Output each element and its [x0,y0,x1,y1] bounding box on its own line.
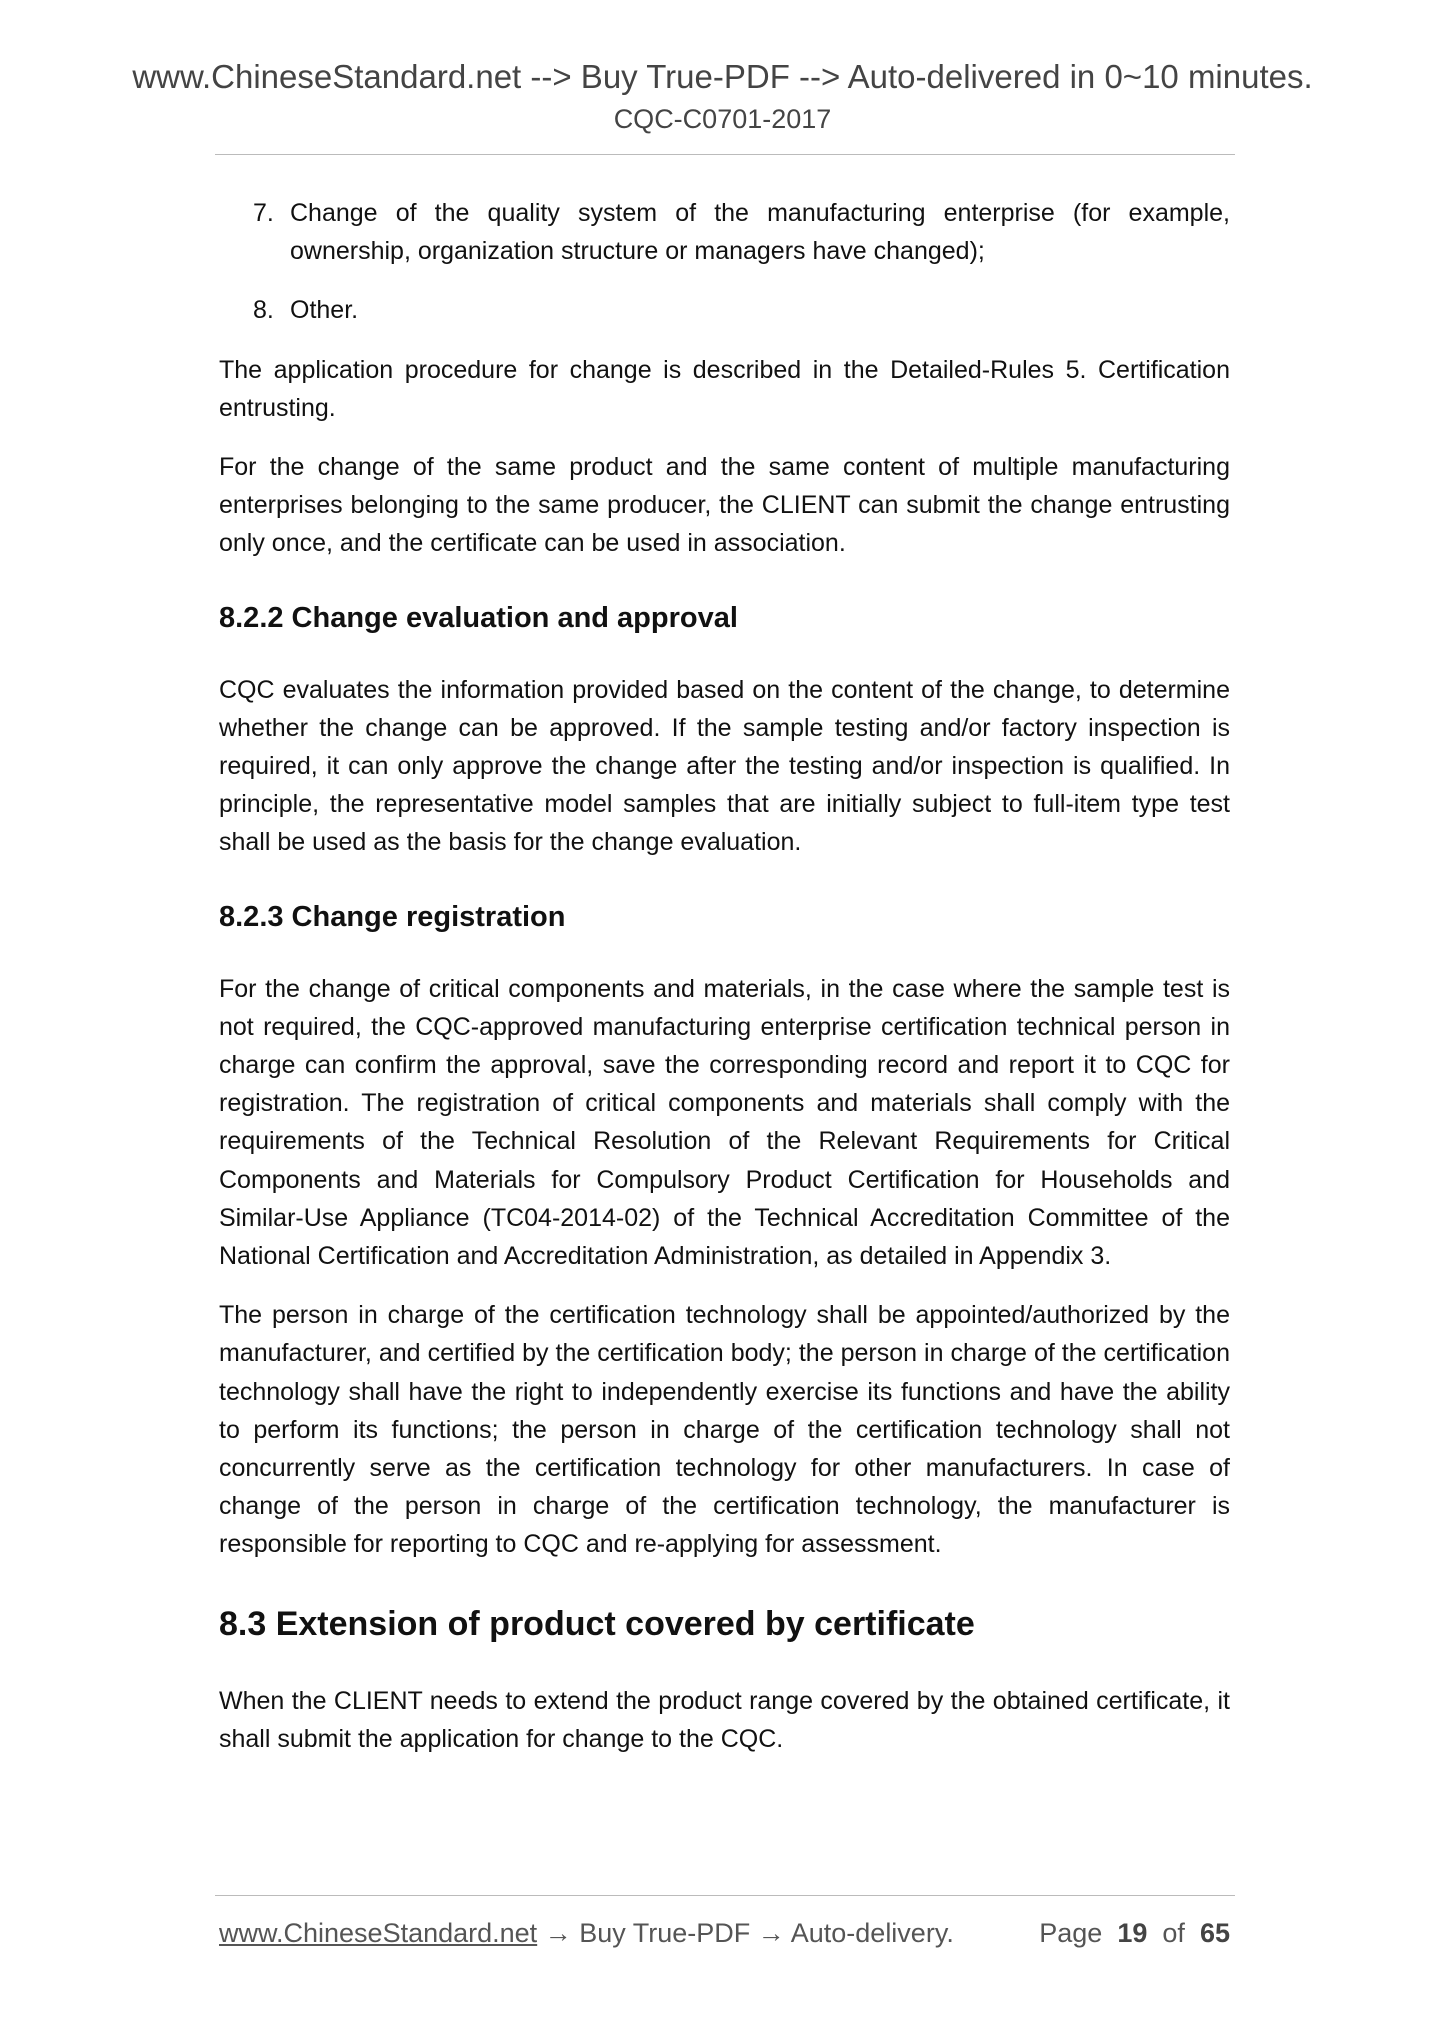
paragraph: The application procedure for change is described in the Detailed-Rules 5. Certification entrusting. [219,355,1230,422]
list-item [253,194,1230,270]
section-heading: 8.2.3 Change registration [219,900,566,933]
list-text: Change of the quality system of the manufacturing enterprise (for example, ownership, organization structure or managers have changed); [290,199,1230,266]
paragraph: The person in charge of the certification technology shall be appointed/authorized by the manufacturer, and certified by the certification body; the person in charge of the certification technology shall have the right to independently exercise its functions and have the ability to perform its functions; the person in charge of the certification technology shall not concurrently serve as the certification technology for other manufacturers. In case of change of the person in charge of the certification technology, the manufacturer is responsible for reporting to CQC and re-applying for assessment. [219,1301,1230,1559]
site-link[interactable]: www.ChineseStandard.net [219,1918,538,1948]
footer-trail: → Buy True-PDF → Auto-delivery. [537,1918,954,1948]
page-footer [219,1918,1230,1949]
paragraph: When the CLIENT needs to extend the product range covered by the obtained certificate, it shall submit the application for change to the CQC. [219,1686,1230,1753]
list-text: Other. [290,296,359,325]
of-label: of [1162,1918,1185,1948]
page-label: Page [1039,1918,1103,1948]
list-number: 7. [253,199,274,227]
paragraph: For the change of the same product and the same content of multiple manufacturing enterprises belonging to the same producer, the CLIENT can submit the change entrusting only once, and the certificate can be used in association. [219,453,1230,558]
paragraph: CQC evaluates the information provided based on the content of the change, to determine whether the change can be approved. If the sample testing and/or factory inspection is required, it can only approve the change after the testing and/or inspection is qualified. In principle, the representative model samples that are initially subject to full-item type test shall be used as the basis for the change evaluation. [219,675,1230,857]
paragraph: For the change of critical components and materials, in the case where the sample test is not required, the CQC-approved manufacturing enterprise certification technical person in charge can confirm the approval, save the corresponding record and report it to CQC for registration. The registration of critical components and materials shall comply with the requirements of the Technical Resolution of the Relevant Requirements for Critical Components and Materials for Compulsory Product Certification for Households and Similar-Use Appliance (TC04-2014-02) of the Technical Accreditation Committee of the National Certification and Accreditation Administration, as detailed in Appendix 3. [219,974,1230,1271]
page-number: 19 [1117,1918,1148,1948]
section-heading: 8.3 Extension of product covered by certificate [219,1604,975,1643]
header-banner: www.ChineseStandard.net --> Buy True-PDF --> Auto-delivered in 0~10 minutes. [132,58,1313,95]
list-number: 8. [253,296,274,325]
list-item [253,291,1230,329]
header-divider [215,154,1235,155]
footer-left [219,1918,954,1949]
page-body [219,194,1230,1779]
footer-divider [215,1895,1235,1896]
page-indicator [1039,1918,1230,1949]
document-code: CQC-C0701-2017 [613,104,832,134]
page-total: 65 [1199,1918,1230,1948]
section-heading: 8.2.2 Change evaluation and approval [219,601,738,634]
